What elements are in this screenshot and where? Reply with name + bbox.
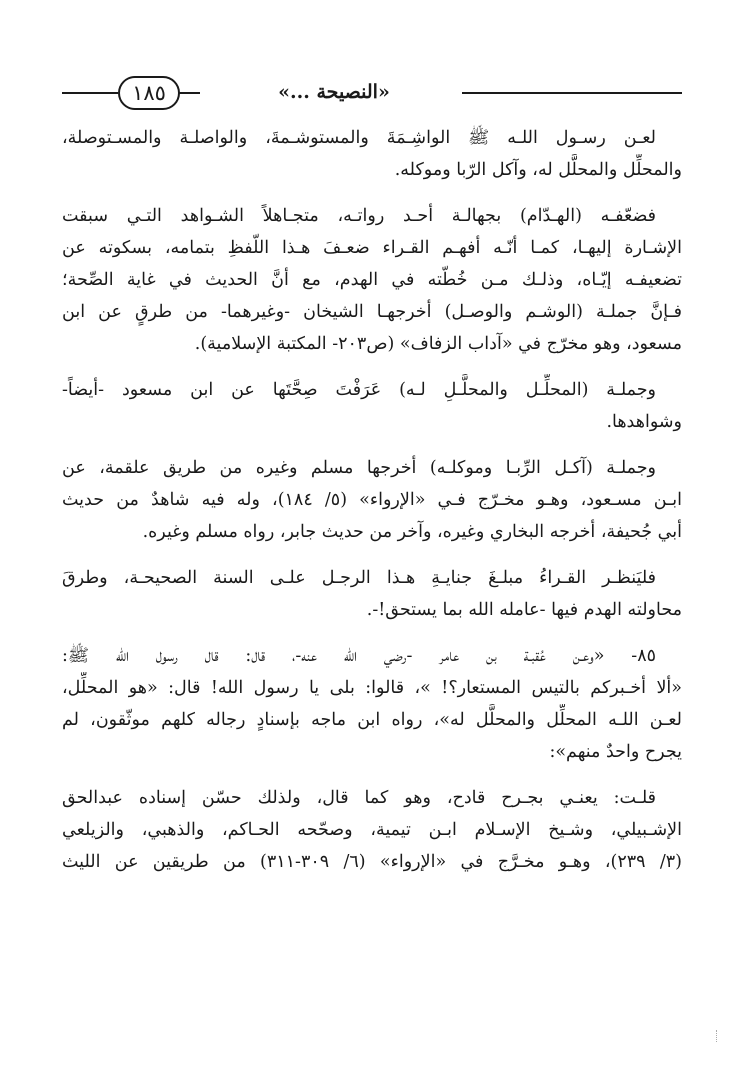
paragraph [62,782,682,878]
header-rule-left [62,92,118,94]
page-edge-mark [716,1030,719,1042]
paragraph [62,200,682,360]
text-line: الإشـبيلي، وشـيخ الإسـلام ابـن تيمية، وصحّحه الحـاكم، والذهبي، والزيلعي [62,820,682,840]
text-line: «ألا أخـبركم بالتيس المستعار؟! »، قالوا: بلى يا رسول الله! قال: «هو المحلِّل، [62,678,682,698]
text-line: وجملـة (المحلِّـل والمحلَّـلِ لـه) عَرَفْتَ صِحَّتَها عن ابن مسعود -أيضاً- [62,380,656,400]
text-line: يجرح واحدٌ منهم»: [549,742,682,762]
text-line: تضعيفـه إيّـاه، وذلـك مـن خُطّته في الهدم، مع أنَّ الحديث في غاية الصِّحة؛ [62,270,682,290]
text-line: أبي جُحيفة، أخرجه البخاري وغيره، وآخر من حديث جابر، رواه مسلم وغيره. [142,522,682,542]
paragraph [62,452,682,548]
header-rule-middle [178,92,200,94]
paragraph [62,562,682,626]
running-title: «النصيحة ...» [278,81,390,103]
text-line: ٨٥- «وعـن عُقبـة بن عامر -رضي الله عنه-، قال: قال رسول الله ﷺ: [62,646,656,666]
text-line: لعـن اللـه المحلِّل والمحلَّل له»، رواه ابن ماجه بإسنادٍ رجاله كلهم موثّقون، لم [62,710,682,730]
text-line: مسعود، وهو مخرّج في «آداب الزفاف» (ص٢٠٣- المكتبة الإسلامية). [194,334,682,354]
paragraph [62,374,682,438]
text-line: لعـن رسـول اللـه ﷺ الواشِـمَةَ والمستوشـمةَ، والواصلـة والمسـتوصلة، [62,128,656,148]
text-line: قلـت: يعنـي بجـرح قادح، وهو كما قال، ولذلك حسّن إسناده عبدالحق [62,788,656,808]
text-line: وجملـة (آكـل الرِّبـا وموكلـه) أخرجها مسلم وغيره من طريق علقمة، عن [62,458,656,478]
text-line: والمحلِّل والمحلَّل له، وآكل الرّبا وموكله. [394,160,682,180]
text-line: فضعّفـه (الهـدّام) بجهالـة أحـد رواتـه، متجـاهلاً الشـواهد التـي سبقت [62,206,656,226]
paragraph [62,640,682,768]
text-line: فـإنَّ جملـة (الوشـم والوصـل) أخرجهـا الشيخان -وغيرهما- من طرقٍ عن ابن [62,302,682,322]
body-text [62,122,682,892]
text-line: (٣/ ٢٣٩)، وهـو مخـرَّج في «الإرواء» (٦/ ٣٠٩-٣١١) من طريقين عن الليث [62,852,682,872]
header-rule-right [462,92,682,94]
paragraph [62,122,682,186]
text-line: وشواهدها. [606,412,682,432]
page-number: ١٨٥ [118,76,180,110]
text-line: الإشـارة إليهـا، كمـا أنّـه أفهـم القـراء ضعـفَ هـذا اللّفظِ بتمامه، بسكوته عن [62,238,682,258]
page-header [62,72,682,112]
text-line: محاولته الهدم فيها -عامله الله بما يستحق!-. [366,600,682,620]
text-line: ابـن مسـعود، وهـو مخـرّج فـي «الإرواء» (٥/ ١٨٤)، وله فيه شاهدٌ من حديث [62,490,682,510]
text-line: فليَنظـر القـراءُ مبلـغَ جنايـةِ هـذا الرجـل علـى السنة الصحيحـة، وطرقَ [62,568,656,588]
